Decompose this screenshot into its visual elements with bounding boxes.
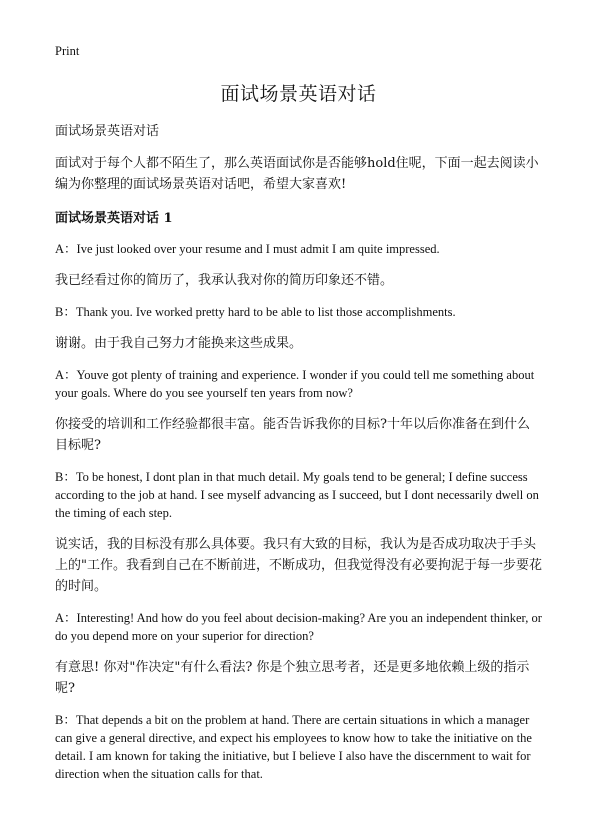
dialogue-line-chinese: 我已经看过你的简历了，我承认我对你的简历印象还不错。	[55, 273, 394, 288]
section-heading: 面试场景英语对话 1	[55, 211, 173, 226]
intro-paragraph: 面试对于每个人都不陌生了，那么英语面试你是否能够hold住呢，下面一起去阅读小编为你整理的面试场景英语对话吧，希望大家喜欢!	[55, 156, 539, 192]
dialogue-line-chinese: 谢谢。由于我自己努力才能换来这些成果。	[55, 336, 303, 351]
dialogue-line-chinese: 有意思! 你对"作决定"有什么看法? 你是个独立思考者，还是更多地依赖上级的指示呢?	[55, 660, 530, 696]
dialogue-line-english: A：Youve got plenty of training and experience. I wonder if you could tell me something about your goals. Where do you see yourself ten years from now?	[55, 368, 535, 400]
dialogue-line-english: A：Ive just looked over your resume and I must admit I am quite impressed.	[55, 242, 440, 256]
dialogue-line-english: B：To be honest, I dont plan in that much detail. My goals tend to be general; I define success according to the job at hand. I see myself advancing as I succeed, but I dont necessarily dwell on the timing of each step.	[55, 470, 539, 520]
dialogue-line-english: A：Interesting! And how do you feel about decision-making? Are you an independent thinker, or do you depend more on your superior for direction?	[55, 611, 542, 643]
dialogue-line-english: B：That depends a bit on the problem at hand. There are certain situations in which a manager can give a general directive, and expect his employees to know how to take the initiative on the detail. I am known for taking the initiative, but I believe I also have the discernment to wait for direction when the situation calls for that.	[55, 713, 532, 781]
document-title: 面试场景英语对话	[220, 83, 377, 105]
print-link[interactable]: Print	[55, 44, 80, 58]
dialogue-line-chinese: 你接受的培训和工作经验都很丰富。能否告诉我你的目标?十年以后你准备在到什么目标呢?	[55, 417, 530, 453]
dialogue-line-english: B：Thank you. Ive worked pretty hard to be able to list those accomplishments.	[55, 305, 456, 319]
document-subtitle: 面试场景英语对话	[55, 124, 160, 139]
dialogue-line-chinese: 说实话，我的目标没有那么具体要。我只有大致的目标，我认为是否成功取决于手头上的"工作。我看到自己在不断前进，不断成功，但我觉得没有必要拘泥于每一步要花的时间。	[55, 537, 542, 594]
